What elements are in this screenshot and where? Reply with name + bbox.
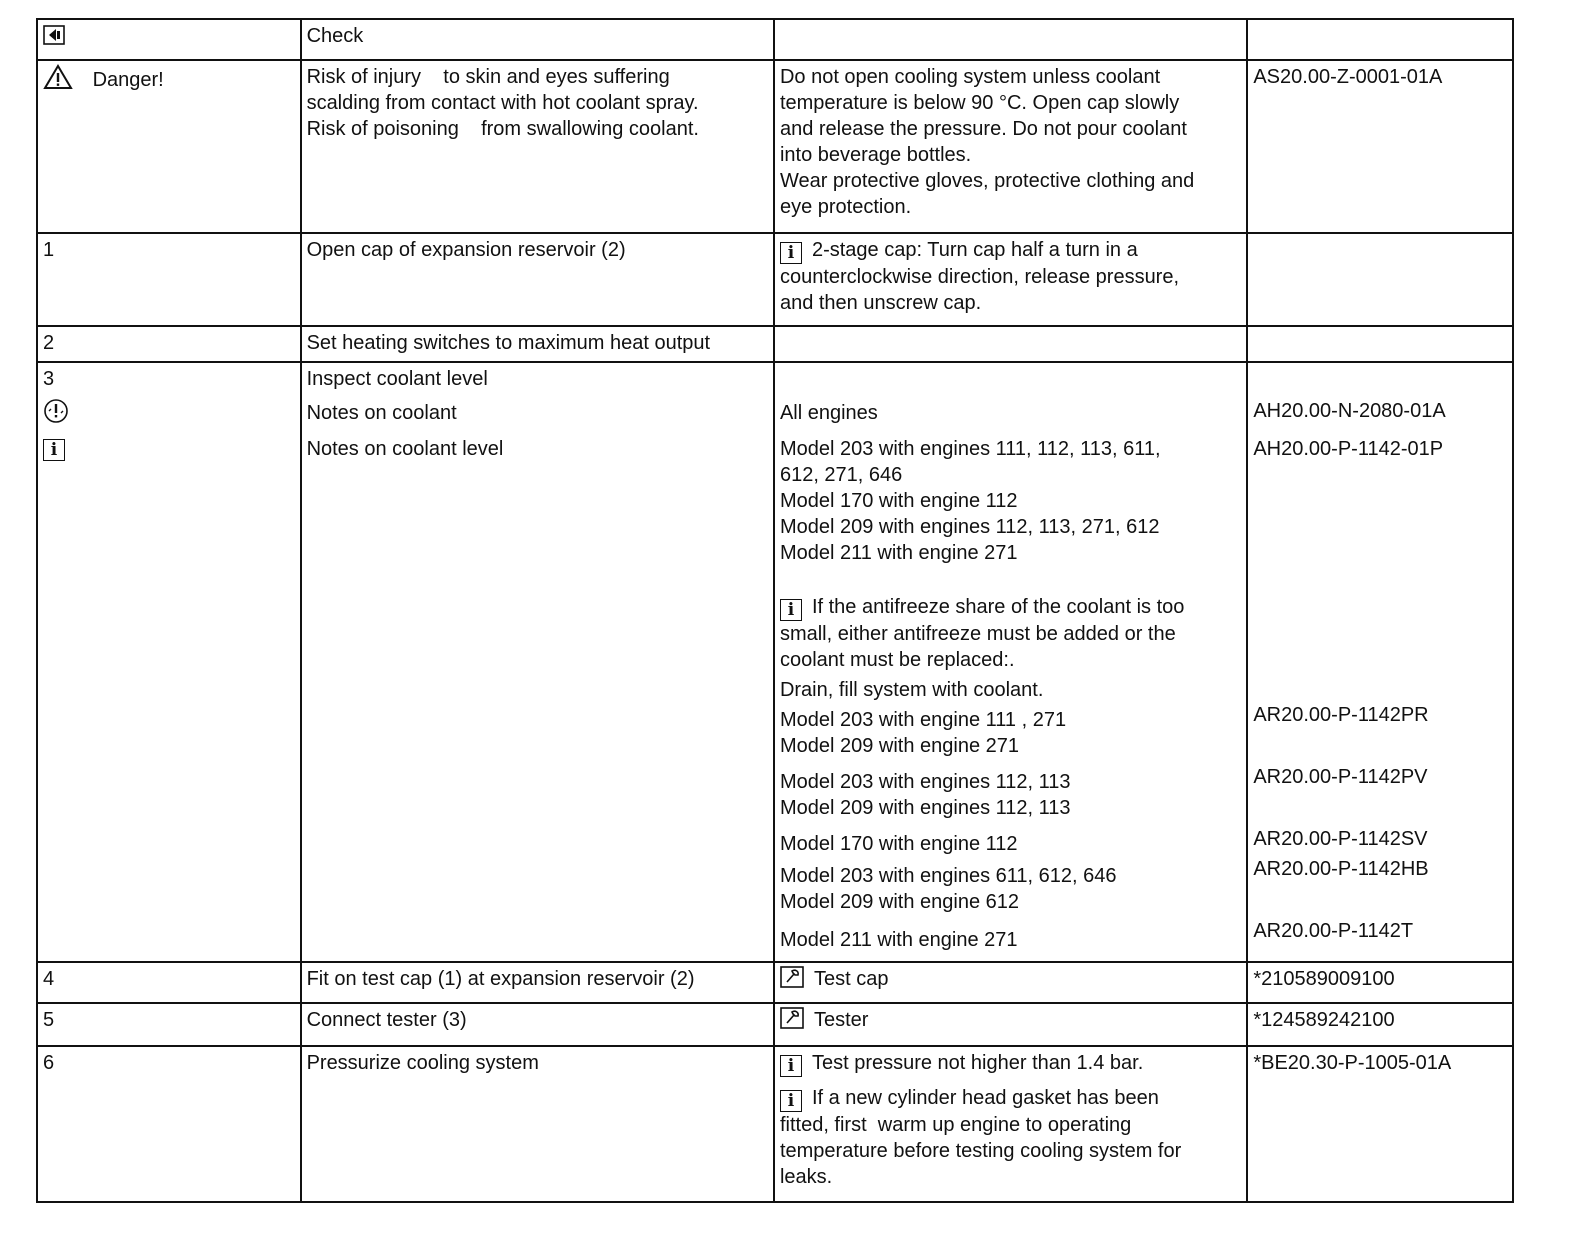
danger-risk-cell: [301, 60, 774, 233]
step-action: Connect tester (3): [306, 1009, 467, 1031]
note-line: leaks.: [779, 1166, 833, 1188]
measure-line: and release the pressure. Do not pour coolant: [779, 118, 1187, 140]
info-box-icon: i: [43, 439, 65, 461]
measure-line: Do not open cooling system unless coolant: [779, 66, 1161, 88]
ref-group: AR20.00-P-1142T: [1253, 920, 1414, 942]
step-action: Fit on test cap (1) at expansion reservoir (2): [306, 968, 695, 990]
step3-icons-cell: [37, 362, 301, 962]
note-line: counterclockwise direction, release pressure,: [779, 266, 1180, 288]
ref-group: AR20.00-P-1142SV: [1253, 828, 1428, 850]
check-icon-cell: [37, 19, 301, 60]
antifreeze-line: coolant must be replaced:.: [779, 649, 1015, 671]
info-box-icon: i: [780, 242, 802, 264]
risk-line: Risk of poisoning from swallowing coolant.: [306, 118, 699, 140]
note-line: 2-stage cap: Turn cap half a turn in a: [811, 239, 1138, 261]
model-line: 612, 271, 646: [779, 464, 903, 486]
step-action: Set heating switches to maximum heat output: [306, 332, 711, 354]
procedure-table: [36, 18, 1514, 1203]
measure-line: temperature is below 90 °C. Open cap slowly: [779, 92, 1180, 114]
measure-line: Wear protective gloves, protective clothing and: [779, 170, 1195, 192]
risk-line: Risk of injury to skin and eyes suffering: [306, 66, 670, 88]
model-line: Model 203 with engine 111 , 271: [779, 709, 1067, 731]
step-action: Inspect coolant level: [306, 368, 488, 390]
model-line: Model 209 with engines 112, 113: [779, 797, 1071, 819]
ref-level: AH20.00-P-1142-01P: [1253, 438, 1444, 460]
note-line: fitted, first warm up engine to operating: [779, 1114, 1132, 1136]
step-number: 4: [43, 968, 55, 990]
ref-group: AR20.00-P-1142PV: [1253, 766, 1428, 788]
model-line: Model 211 with engine 271: [779, 542, 1018, 564]
model-line: Model 211 with engine 271: [779, 929, 1018, 951]
step-action: Open cap of expansion reservoir (2): [306, 239, 626, 261]
notes-coolant: Notes on coolant: [306, 402, 457, 424]
info-box-icon: i: [780, 1090, 802, 1112]
row-step-4: [37, 962, 1513, 1003]
tool-ref: *124589242100: [1253, 1009, 1395, 1031]
row-step-3: [37, 362, 1513, 962]
drain-line: Drain, fill system with coolant.: [779, 679, 1044, 701]
row-step-6: [37, 1046, 1513, 1202]
danger-label: Danger!: [92, 69, 164, 91]
row-step-5: [37, 1003, 1513, 1046]
model-line: Model 209 with engine 271: [779, 735, 1020, 757]
model-line: Model 170 with engine 112: [779, 833, 1018, 855]
note-line: If a new cylinder head gasket has been: [811, 1087, 1159, 1109]
model-line: Model 170 with engine 112: [779, 490, 1018, 512]
antifreeze-line: small, either antifreeze must be added or the: [779, 623, 1176, 645]
step1-note-cell: [774, 233, 1247, 326]
step-number: 3: [43, 368, 55, 390]
check-label: Check: [306, 25, 364, 47]
row-check: [37, 19, 1513, 60]
info-box-icon: i: [780, 599, 802, 621]
all-engines: All engines: [779, 402, 878, 424]
ref-group: AR20.00-P-1142HB: [1253, 858, 1429, 880]
step-number: 6: [43, 1052, 55, 1074]
danger-cell: [37, 60, 301, 233]
danger-measures-cell: [774, 60, 1247, 233]
tool-label: Tester: [813, 1009, 869, 1031]
model-line: Model 203 with engines 111, 112, 113, 611,: [779, 438, 1161, 460]
row-step-1: [37, 233, 1513, 326]
antifreeze-line: If the antifreeze share of the coolant is too: [811, 596, 1185, 618]
note-line: and then unscrew cap.: [779, 292, 982, 314]
step-number: 1: [43, 239, 55, 261]
model-line: Model 203 with engines 611, 612, 646: [779, 865, 1117, 887]
tool-label: Test cap: [813, 968, 889, 990]
step3-action-cell: [301, 362, 774, 962]
notes-level: Notes on coolant level: [306, 438, 504, 460]
measure-line: eye protection.: [779, 196, 912, 218]
step6-notes-cell: [774, 1046, 1247, 1202]
step-number: 2: [43, 332, 55, 354]
row-danger: [37, 60, 1513, 233]
ref-group: AR20.00-P-1142PR: [1253, 704, 1429, 726]
tool-ref: *210589009100: [1253, 968, 1395, 990]
tool-box-icon: [780, 966, 804, 988]
measure-line: into beverage bottles.: [779, 144, 972, 166]
tool-box-icon: [780, 1007, 804, 1029]
step3-ref-cell: [1247, 362, 1513, 962]
circle-exclamation-icon: [43, 398, 69, 424]
step3-detail-cell: [774, 362, 1247, 962]
danger-ref: AS20.00-Z-0001-01A: [1253, 66, 1443, 88]
risk-line: scalding from contact with hot coolant spray.: [306, 92, 699, 114]
speaker-check-icon: [43, 25, 65, 45]
note-line: temperature before testing cooling system for: [779, 1140, 1182, 1162]
row-step-2: [37, 326, 1513, 362]
model-line: Model 209 with engine 612: [779, 891, 1020, 913]
note-line: Test pressure not higher than 1.4 bar.: [811, 1052, 1144, 1074]
warning-triangle-icon: [43, 64, 73, 90]
info-box-icon: i: [780, 1055, 802, 1077]
model-line: Model 209 with engines 112, 113, 271, 612: [779, 516, 1160, 538]
step6-ref: *BE20.30-P-1005-01A: [1253, 1052, 1452, 1074]
step-action: Pressurize cooling system: [306, 1052, 539, 1074]
ref-coolant: AH20.00-N-2080-01A: [1253, 400, 1446, 422]
step-number: 5: [43, 1009, 55, 1031]
model-line: Model 203 with engines 112, 113: [779, 771, 1071, 793]
